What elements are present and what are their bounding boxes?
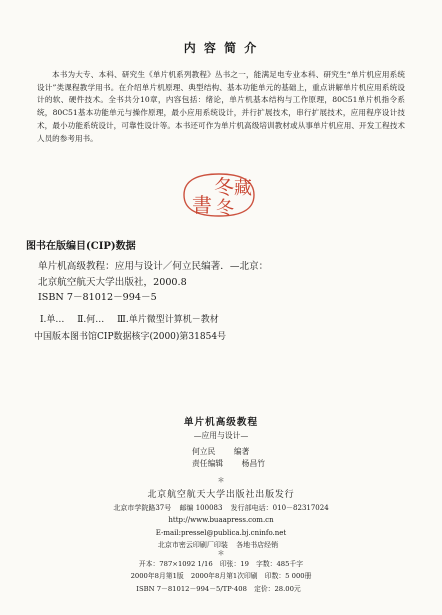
postcode: 邮编 100083: [179, 504, 223, 512]
separator-star: ＊: [217, 476, 225, 484]
author-line: [192, 446, 265, 458]
cip-line: 单片机高级教程：应用与设计／何立民编著．—北京：: [38, 261, 269, 272]
seal-char-3: 書: [192, 193, 212, 217]
email: E-mail:pressel@publica.bj.cninfo.net: [155, 528, 287, 537]
distribution: 各地书店经销: [236, 541, 279, 550]
isbn: ISBN 7－81012－994－5/TP·408: [136, 584, 247, 593]
cip-line: 北京航空航天大学出版社，2000.8: [38, 276, 187, 288]
author-role: 编著: [233, 447, 250, 456]
printing: 2000年8月第1次印刷: [190, 572, 258, 581]
price: 定价：28.00元: [254, 584, 301, 593]
cip-class-item: Ⅲ.单片微型计算机－教材: [117, 315, 219, 325]
specs-line-1: [0, 558, 442, 570]
sheets: 印张：19: [219, 560, 249, 568]
editor-name: 杨昌竹: [241, 459, 266, 468]
credits: [192, 446, 265, 470]
cip-record: [38, 259, 268, 306]
seal-char-2: 藏: [234, 178, 252, 199]
seal-char-1: 冬: [214, 175, 234, 199]
book-subtitle: —应用与设计—: [193, 431, 249, 440]
summary-body: [37, 69, 405, 145]
publisher-info: [0, 502, 442, 552]
cip-class-item: Ⅱ.何…: [77, 315, 105, 325]
specs-line-3: [0, 583, 442, 595]
specs-line-2: [0, 570, 442, 582]
words: 字数：485千字: [256, 560, 304, 568]
address-line: [0, 502, 442, 514]
seal-char-4: 冬: [216, 198, 234, 219]
cip-classification: [40, 312, 229, 325]
edition: 2000年8月第1版: [130, 572, 184, 581]
phone: 发行部电话：010－82317024: [230, 504, 329, 512]
author-name: 何立民: [192, 447, 216, 456]
cip-line: ISBN 7－81012－994－5: [38, 292, 157, 303]
cip-code: 中国版本图书馆CIP数据核字(2000)第31854号: [34, 332, 227, 342]
copies: 印数：5 000册: [264, 572, 312, 581]
editor-role: 责任编辑: [192, 459, 224, 468]
cip-class-item: Ⅰ.单…: [40, 315, 65, 325]
address: 北京市学院路37号: [113, 504, 172, 512]
book-title: 单片机高级教程: [183, 417, 259, 428]
separator-star: ＊: [217, 549, 225, 557]
specs: [0, 558, 442, 595]
format: 开本：787×1092 1/16: [138, 560, 213, 568]
publisher-line: 北京航空航天大学出版社出版发行: [147, 490, 295, 500]
summary-paragraph: 本书为大专、本科、研究生《单片机系列教程》丛书之一，能满足电专业本科、研究生“单片机应用系统设计”类课程教学用书。在介绍单片机原理、典型结构、基本功能单元的基础上，重点讲解单片机应用系统设计的软、硬件技术。全书共分10章，内容包括：绪论，单片机基本结构与工作原理，80C51单片机指令系统，80C51基本功能单元与操作原理，最小应用系统设计，并行扩展技术，串行扩展技术，应用程序设计技术，最小功能系统设计，可靠性设计等。本书还可作为单片机高级培训教材或从事单片机应用、开发工程技术人员的参考用书。: [37, 70, 405, 143]
collector-seal-stamp: [176, 170, 262, 220]
summary-title: 内 容 简 介: [183, 41, 259, 55]
editor-line: [192, 458, 265, 470]
website: http://www.buaapress.com.cn: [168, 516, 274, 525]
cip-heading: 图书在版编目(CIP)数据: [26, 241, 136, 252]
printer: 北京市密云印刷厂印装: [157, 541, 228, 550]
